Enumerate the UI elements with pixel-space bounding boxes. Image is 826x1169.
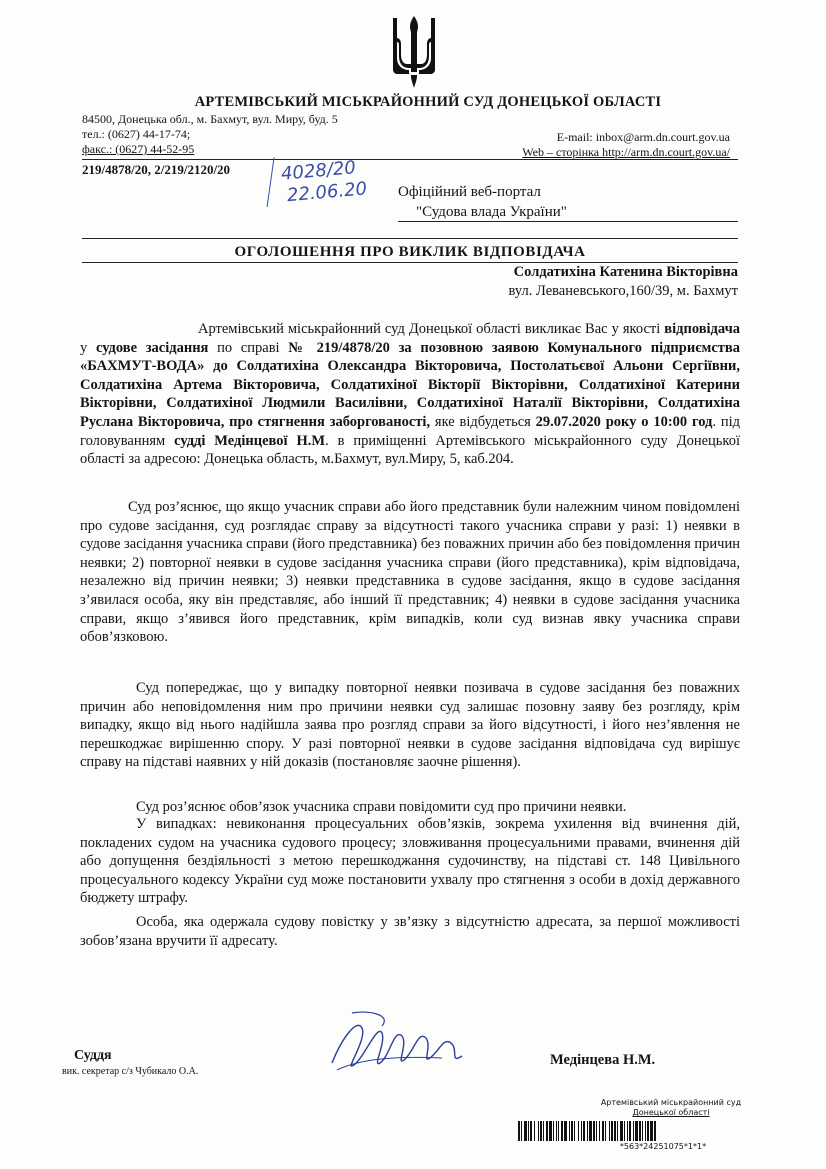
- judge-label: Суддя: [74, 1048, 112, 1063]
- judge-name: Медінцева Н.М.: [550, 1052, 656, 1068]
- recipient-name: Солдатихіна Катенина Вікторівна: [513, 264, 738, 280]
- recipient-block: [509, 263, 738, 301]
- text-run: яке відбудеться: [430, 413, 536, 430]
- text-run: у: [80, 339, 96, 356]
- handwritten-date: 22.06.20: [286, 178, 368, 207]
- presiding-judge: судді Медінцевої Н.М: [174, 432, 326, 449]
- portal-line-2: "Судова влада України": [416, 204, 567, 220]
- text-run: . під головуванням: [80, 413, 741, 449]
- court-website: Web – сторінка http://arm.dn.court.gov.ua/: [522, 145, 730, 159]
- paragraph-text: У випадках: невиконання процесуальних обов’язків, зокрема ухилення від вчинення дій, покладених судом на учасника судового процесу; зловживання процесуальними правами, вчинення дій або допущення бездіяльності з метою перешкоджання судочинству, на підставі ст. 148 Цивільного процесуального кодексу України суд може постановити ухвалу про стягнення з особи в дохід державного бюджету штрафу.: [80, 816, 740, 907]
- header-divider: [82, 159, 738, 160]
- penalty-paragraph: [80, 815, 740, 908]
- obligation-paragraph: [80, 798, 740, 817]
- portal-line-1: Офіційний веб-портал: [398, 184, 541, 200]
- portal-underline: [398, 221, 738, 222]
- case-description: № 219/4878/20 за позовною заявою Комунального підприємства «БАХМУТ-ВОДА» до Солдатихіна Олександра Вікторовича, Постолатьєвої Альони Сергіївни, Солдатихіна Артема Вікторовича, Солдатихіної Вікторії Вікторівни, Солдатихіної Катерини Вікторівни, Солдатихіної Людмили Василівни, Солдатихіної Наталії Вікторівни, Солдатихіна Руслана Вікторовича, про стягнення заборгованості,: [80, 339, 740, 430]
- portal-address: [398, 182, 567, 222]
- hearing-datetime: 29.07.2020 року о 10:00 год: [535, 413, 713, 430]
- stamp-line-1: Артемівський міськрайонний суд: [600, 1098, 742, 1107]
- paragraph-text: Суд роз’яснює, що якщо учасник справи або його представник були належним чином повідомлені про судове засідання, суд розглядає справу за відсутності такого учасника справи у разі: 1) неявки в судове засідання учасника справи (його представника) без поважних причин або без повідомлення причин неявки; 2) повторної неявки в судове засідання учасника справи (його представника), крім відповідача, незалежно від причин неявки; 3) неявки представника в судове засідання, якщо в судове засідання з’явилася особа, яку він представляє, або інший її представник; 4) неявки в судове засідання учасника справи, якщо з’явився його представник, крім випадків, коли суд визнав явку учасника справи обов’язковою.: [80, 499, 740, 646]
- title-divider: [82, 238, 738, 239]
- delivery-paragraph: [80, 913, 740, 950]
- warning-paragraph: [80, 679, 740, 772]
- summons-paragraph: [80, 320, 740, 469]
- court-email: E-mail: inbox@arm.dn.court.gov.ua: [556, 130, 730, 144]
- coat-of-arms-icon: [387, 14, 441, 92]
- court-stamp: [536, 1098, 806, 1118]
- paragraph-text: Суд роз’яснює обов’язок учасника справи повідомити суд про причини неявки.: [136, 799, 627, 815]
- handwritten-signature: [322, 1008, 472, 1078]
- court-address: 84500, Донецька обл., м. Бахмут, вул. Миру, буд. 5: [82, 112, 338, 126]
- court-online-contacts: [522, 130, 730, 160]
- handwritten-registration-note: [280, 156, 368, 207]
- paragraph-text: Особа, яка одержала судову повістку у зв’язку з відсутністю адресата, за першої можливості зобов’язана вручити її адресату.: [80, 914, 740, 949]
- notice-title: ОГОЛОШЕННЯ ПРО ВИКЛИК ВІДПОВІДАЧА: [234, 244, 586, 260]
- text-run: по справі: [208, 339, 289, 356]
- court-phone: тел.: (0627) 44-17-74;: [82, 127, 191, 141]
- barcode-number: *563*24251075*1*1*: [619, 1142, 707, 1151]
- stamp-line-2: Донецької області: [632, 1108, 710, 1117]
- text-run: Артемівський міськрайонний суд Донецької області викликає Вас у якості: [198, 321, 665, 337]
- hearing-text: судове засідання: [95, 339, 209, 356]
- role-text: відповідача: [664, 321, 740, 337]
- recipient-address: вул. Леваневського,160/39, м. Бахмут: [508, 283, 738, 299]
- document-barcode: [518, 1121, 808, 1141]
- paragraph-text: Суд попереджає, що у випадку повторної неявки позивача в судове засідання без поважних причин або неповідомлення ним про причини неявки суд залишає позовну заяву без розгляду, крім випадку, якщо від нього надійшла заява про розгляд справи за його відсутності, і його нез’явлення не перешкоджає вирішенню спору. У разі повторної неявки в судове засідання відповідача суд вирішує справу на підставі наявних у ній доказів (постановляє заочне рішення).: [80, 680, 740, 771]
- barcode-bar: [656, 1121, 657, 1141]
- handwritten-number: 4028/20: [280, 157, 357, 185]
- case-numbers: 219/4878/20, 2/219/2120/20: [82, 162, 231, 177]
- court-name: АРТЕМІВСЬКИЙ МІСЬКРАЙОННИЙ СУД ДОНЕЦЬКОЇ ОБЛАСТІ: [194, 94, 662, 110]
- explanation-paragraph: [80, 498, 740, 647]
- secretary-note: вик. секретар с/з Чубикало О.А.: [62, 1066, 199, 1077]
- hearing-location: . в приміщенні Артемівського міськрайонного суду Донецької області за адресою: Донецька область, м.Бахмут, вул.Миру, 5, каб.204.: [80, 432, 740, 468]
- court-fax: факс.: (0627) 44-52-95: [82, 142, 195, 156]
- court-contacts: [82, 112, 338, 157]
